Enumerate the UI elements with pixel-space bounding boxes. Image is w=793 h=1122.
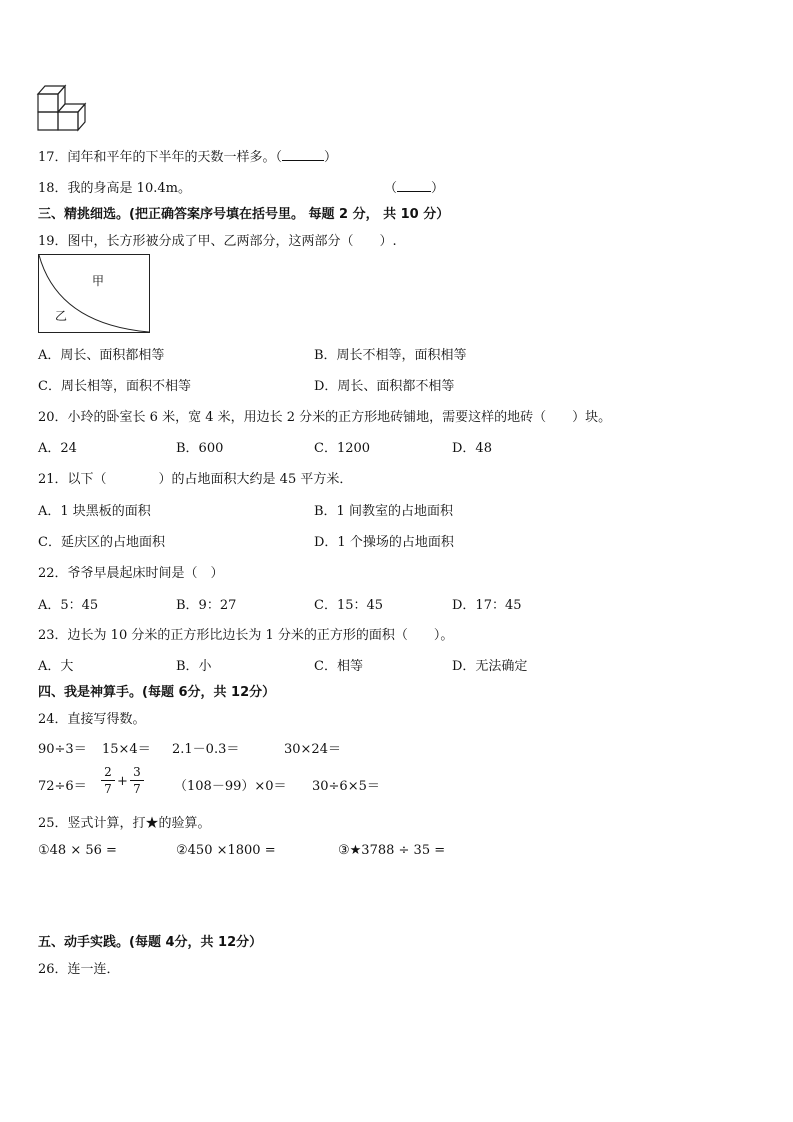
option-a[interactable]: A．大 bbox=[38, 659, 74, 674]
section-5-title: 五、动手实践。(每题 4分，共 12分） bbox=[38, 935, 263, 950]
cube-stack-figure bbox=[36, 82, 88, 132]
option-c[interactable]: C．相等 bbox=[314, 659, 363, 674]
calc-item: （108－99）×0＝ bbox=[174, 779, 287, 794]
option-b[interactable]: B．周长不相等，面积相等 bbox=[314, 348, 467, 363]
vertical-calc-item: ②450 ×1800 = bbox=[176, 843, 276, 858]
section-3-title: 三、精挑细选。(把正确答案序号填在括号里。 每题 2 分， 共 10 分） bbox=[38, 207, 450, 222]
option-c[interactable]: C．15：45 bbox=[314, 598, 384, 613]
option-d[interactable]: D．17：45 bbox=[452, 598, 522, 613]
question-18-answer bbox=[384, 177, 444, 196]
fraction-bar bbox=[101, 780, 115, 781]
paren-close: ） bbox=[324, 150, 338, 165]
question-22-text: 22．爷爷早晨起床时间是（ ） bbox=[38, 566, 224, 581]
option-a[interactable]: A．1 块黑板的面积 bbox=[38, 504, 151, 519]
option-c[interactable]: C．延庆区的占地面积 bbox=[38, 535, 165, 550]
question-17-text: 17．闰年和平年的下半年的天数一样多。（ bbox=[38, 150, 283, 165]
fraction-bar bbox=[130, 780, 144, 781]
option-b[interactable]: B．小 bbox=[176, 659, 212, 674]
option-d[interactable]: D．周长、面积都不相等 bbox=[314, 379, 455, 394]
question-25-text: 25．竖式计算，打★的验算。 bbox=[38, 816, 211, 831]
fraction-two-sevenths bbox=[101, 765, 115, 796]
calc-item: 90÷3＝ bbox=[38, 742, 87, 757]
denominator: 7 bbox=[133, 782, 141, 796]
answer-blank[interactable] bbox=[282, 148, 324, 161]
section-4-title: 四、我是神算手。(每题 6分，共 12分） bbox=[38, 685, 276, 700]
plus-sign: + bbox=[117, 774, 128, 789]
vertical-calc-item: ①48 × 56 = bbox=[38, 843, 117, 858]
fraction-three-sevenths bbox=[130, 765, 144, 796]
option-c[interactable]: C．周长相等，面积不相等 bbox=[38, 379, 191, 394]
calc-item: 15×4＝ bbox=[102, 742, 151, 757]
calc-item: 72÷6＝ bbox=[38, 779, 87, 794]
vertical-calc-item: ③★3788 ÷ 35 = bbox=[338, 843, 446, 858]
option-a[interactable]: A．24 bbox=[38, 441, 77, 456]
question-26-text: 26．连一连． bbox=[38, 962, 120, 977]
numerator: 3 bbox=[133, 765, 141, 779]
question-24-text: 24．直接写得数。 bbox=[38, 712, 146, 727]
paren-close: ） bbox=[431, 181, 445, 196]
numerator: 2 bbox=[104, 765, 112, 779]
question-18-text: 18．我的身高是 10.4m。 bbox=[38, 181, 191, 196]
paren-open: （ bbox=[384, 181, 398, 196]
question-23-text: 23．边长为 10 分米的正方形比边长为 1 分米的正方形的面积（ ）。 bbox=[38, 628, 454, 643]
label-jia: 甲 bbox=[92, 274, 105, 288]
option-b[interactable]: B．1 间教室的占地面积 bbox=[314, 504, 453, 519]
label-yi: 乙 bbox=[55, 309, 68, 323]
option-a[interactable]: A．5：45 bbox=[38, 598, 99, 613]
question-21-text: 21．以下（ ）的占地面积大约是 45 平方米． bbox=[38, 472, 353, 487]
option-d[interactable]: D．1 个操场的占地面积 bbox=[314, 535, 454, 550]
denominator: 7 bbox=[104, 782, 112, 796]
calc-item: 30×24＝ bbox=[284, 742, 341, 757]
option-b[interactable]: B．9：27 bbox=[176, 598, 237, 613]
question-19-text: 19．图中，长方形被分成了甲、乙两部分，这两部分（ ）. bbox=[38, 234, 397, 249]
calc-item: 2.1－0.3＝ bbox=[172, 742, 240, 757]
option-b[interactable]: B．600 bbox=[176, 441, 224, 456]
question-20-text: 20．小玲的卧室长 6 米，宽 4 米，用边长 2 分米的正方形地砖铺地，需要这样的地砖（ ）块。 bbox=[38, 410, 612, 425]
option-d[interactable]: D．48 bbox=[452, 441, 492, 456]
option-d[interactable]: D．无法确定 bbox=[452, 659, 528, 674]
option-c[interactable]: C．1200 bbox=[314, 441, 371, 456]
option-a[interactable]: A．周长、面积都相等 bbox=[38, 348, 165, 363]
answer-blank[interactable] bbox=[397, 179, 431, 192]
question-17 bbox=[38, 146, 337, 165]
calc-item: 30÷6×5＝ bbox=[312, 779, 380, 794]
